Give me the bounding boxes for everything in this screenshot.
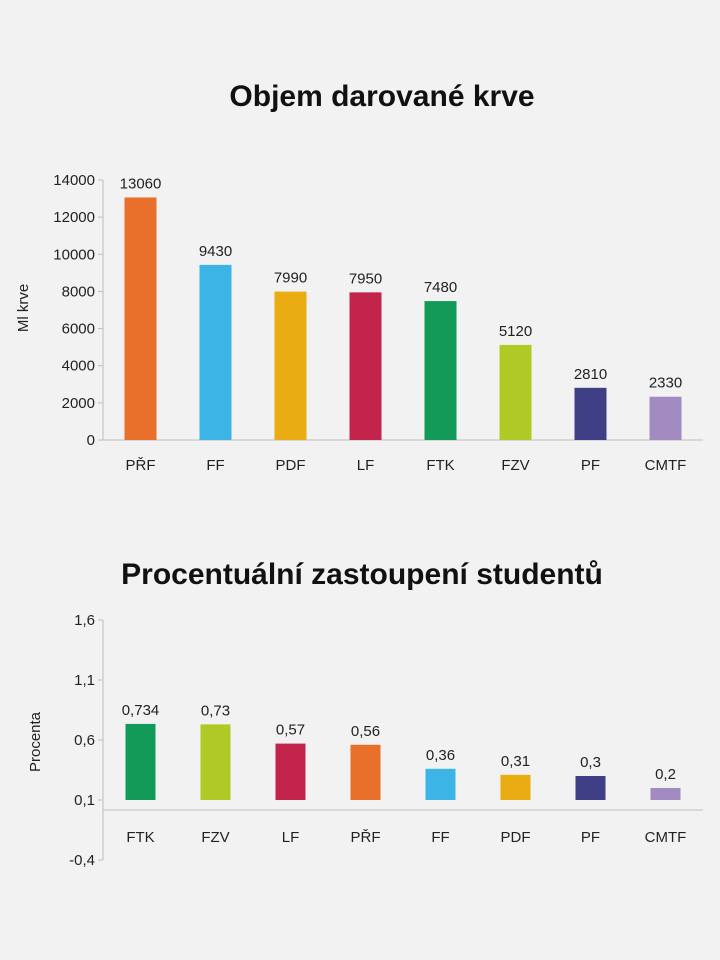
data-label: 0,3 xyxy=(580,754,601,771)
data-label: 7480 xyxy=(423,279,458,297)
data-label: 5120 xyxy=(498,322,533,340)
bar-lf xyxy=(276,744,306,800)
x-tick-label: FF xyxy=(206,457,225,474)
data-label: 0,73 xyxy=(200,702,231,720)
bar-přf xyxy=(351,745,381,800)
bar-cmtf xyxy=(650,397,682,440)
x-tick-label: PŘF xyxy=(350,829,381,846)
x-tick-label: CMTF xyxy=(644,457,687,474)
y-tick-label: 0,1 xyxy=(74,792,95,809)
y-tick-label: -0,4 xyxy=(69,852,95,869)
data-label: 7950 xyxy=(348,270,383,288)
data-label: 0,56 xyxy=(350,722,381,740)
y-tick-label: 0,6 xyxy=(74,732,95,749)
bar-ff xyxy=(200,265,232,440)
data-label: 7990 xyxy=(273,269,308,287)
student-share-chart xyxy=(0,500,720,960)
data-label: 0,31 xyxy=(500,752,531,770)
bar-lf xyxy=(350,292,382,440)
x-tick-label: PDF xyxy=(275,457,306,474)
y-tick-label: 1,1 xyxy=(74,672,95,689)
data-label: 0,36 xyxy=(425,746,456,764)
data-label: 0,734 xyxy=(121,701,160,719)
bar-fzv xyxy=(500,345,532,440)
bar-ff xyxy=(426,769,456,800)
data-label: 0,57 xyxy=(275,721,306,739)
y-tick-label: 2000 xyxy=(61,394,95,412)
data-label: 13060 xyxy=(119,175,162,193)
y-tick-label: 10000 xyxy=(53,246,95,264)
bar-ftk xyxy=(425,301,457,440)
bar-pdf xyxy=(275,292,307,440)
data-label: 9430 xyxy=(198,242,233,260)
data-label: 0,2 xyxy=(655,766,676,783)
bar-pdf xyxy=(501,775,531,800)
bar-fzv xyxy=(201,724,231,800)
x-tick-label: FZV xyxy=(201,829,230,846)
y-axis-label: Ml krve xyxy=(15,283,32,333)
x-tick-label: FZV xyxy=(501,457,530,474)
bar-cmtf xyxy=(651,788,681,800)
x-tick-label: FF xyxy=(431,829,450,846)
y-axis-label: Procenta xyxy=(27,711,44,773)
y-tick-label: 12000 xyxy=(53,209,95,227)
chart-title: Procentuální zastoupení studentů xyxy=(121,558,603,591)
y-tick-label: 4000 xyxy=(61,357,95,375)
y-tick-label: 0 xyxy=(86,432,95,449)
y-tick-label: 8000 xyxy=(61,283,95,301)
x-tick-label: LF xyxy=(281,829,300,846)
bar-přf xyxy=(125,197,157,440)
x-tick-label: LF xyxy=(356,457,375,474)
x-tick-label: PF xyxy=(580,829,601,846)
data-label: 2810 xyxy=(573,365,608,383)
x-tick-label: PŘF xyxy=(125,457,156,474)
bar-ftk xyxy=(126,724,156,800)
bar-pf xyxy=(575,388,607,440)
x-tick-label: FTK xyxy=(426,457,455,474)
data-label: 2330 xyxy=(648,374,683,392)
bar-pf xyxy=(576,776,606,800)
y-tick-label: 6000 xyxy=(61,320,95,338)
x-tick-label: FTK xyxy=(126,829,155,846)
x-tick-label: PF xyxy=(580,457,601,474)
y-tick-label: 1,6 xyxy=(74,612,95,629)
x-tick-label: CMTF xyxy=(644,829,687,846)
x-tick-label: PDF xyxy=(500,829,531,846)
y-tick-label: 14000 xyxy=(53,172,95,189)
chart-title: Objem darované krve xyxy=(229,80,535,113)
